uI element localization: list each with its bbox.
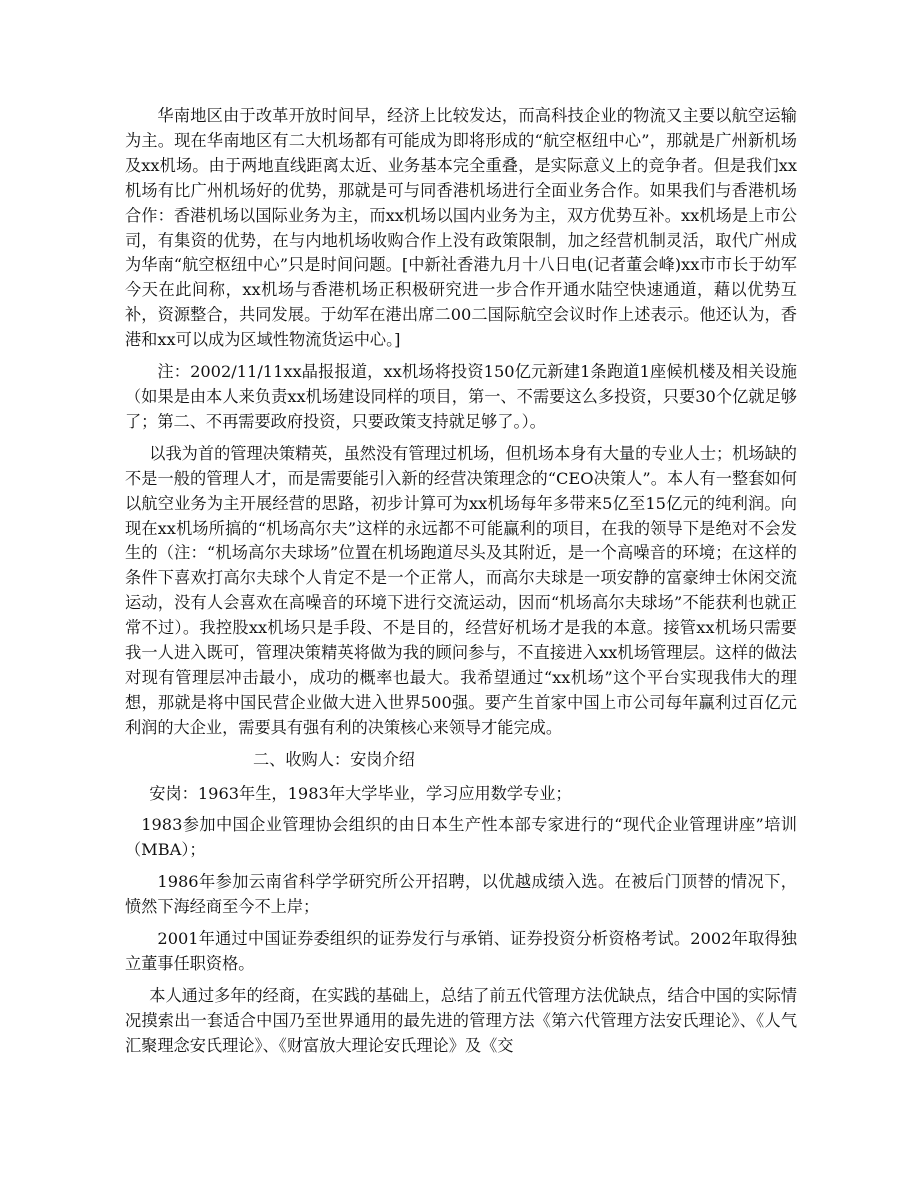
- bio-item-1983-training: 1983参加中国企业管理协会组织的由日本生产性本部专家进行的“现代企业管理讲座”培训（MBA）；: [125, 815, 797, 860]
- bio-item-birth: 安岗：1963年生，1983年大学毕业，学习应用数学专业；: [149, 783, 572, 803]
- paragraph-note-investment: 注：2002/11/11xx晶报报道，xx机场将投资150亿元新建1条跑道1座候机楼及相关设施（如果是由本人来负责xx机场建设同样的项目，第一、不需要这么多投资，只要30个亿就足够了；第二、不再需要政府投资，只要政策支持就足够了。）。: [125, 362, 797, 431]
- section-heading: 二、收购人：安岗介绍: [253, 749, 415, 769]
- paragraph-management-elite: 以我为首的管理决策精英，虽然没有管理过机场，但机场本身有大量的专业人士；机场缺的不是一般的管理人才，而是需要能引入新的经营决策理念的“CEO决策人”。本人有一整套如何以航空业务为主开展经营的思路，初步计算可为xx机场每年多带来5亿至15亿元的纯利润。向现在xx机场所搞的“机场高尔夫”这样的永远都不可能赢利的项目，在我的领导下是绝对不会发生的（注：“机场高尔夫球场”位置在机场跑道尽头及其附近，是一个高噪音的环境；在这样的条件下喜欢打高尔夫球个人肯定不是一个正常人，而高尔夫球是一项安静的富豪绅士休闲交流运动，没有人会喜欢在高噪音的环境下进行交流运动，因而“机场高尔夫球场”不能获利也就正常不过）。我控股xx机场只是手段、不是目的，经营好机场才是我的本意。接管xx机场只需要我一人进入既可，管理决策精英将做为我的顾问参与，不直接进入xx机场管理层。这样的做法对现有管理层冲击最小，成功的概率也最大。我希望通过“xx机场”这个平台实现我伟大的理想，那就是将中国民营企业做大进入世界500强。要产生首家中国上市公司每年赢利过百亿元利润的大企业，需要具有强有利的决策核心来领导才能完成。: [125, 443, 797, 737]
- document-page: [125, 104, 797, 1066]
- bio-item-1986: 1986年参加云南省科学学研究所公开招聘，以优越成绩入选。在被后门顶替的情况下，愤然下海经商至今不上岸；: [125, 872, 797, 917]
- bio-item-2001: 2001年通过中国证券委组织的证券发行与承销、证券投资分析资格考试。2002年取得独立董事任职资格。: [125, 929, 797, 973]
- bio-item-theory: 本人通过多年的经商，在实践的基础上，总结了前五代管理方法优缺点，结合中国的实际情况摸索出一套适合中国乃至世界通用的最先进的管理方法《第六代管理方法安氏理论》、《人气汇聚理念安氏理论》、《财富放大理论安氏理论》及《交: [125, 985, 797, 1055]
- paragraph-south-china-airports: 华南地区由于改革开放时间早，经济上比较发达，而高科技企业的物流又主要以航空运输为主。现在华南地区有二大机场都有可能成为即将形成的“航空枢纽中心”，那就是广州新机场及xx机场。由于两地直线距离太近、业务基本完全重叠，是实际意义上的竞争者。但是我们xx机场有比广州机场好的优势，那就是可与同香港机场进行全面业务合作。如果我们与香港机场合作：香港机场以国际业务为主，而xx机场以国内业务为主，双方优势互补。xx机场是上市公司，有集资的优势，在与内地机场收购合作上没有政策限制，加之经营机制灵活，取代广州成为华南“航空枢纽中心”只是时间问题。[中新社香港九月十八日电(记者董会峰)xx市市长于幼军今天在此间称，xx机场与香港机场正积极研究进一步合作开通水陆空快速通道，藉以优势互补，资源整合，共同发展。于幼军在港出席二00二国际航空会议时作上述表示。他还认为，香港和xx可以成为区域性物流货运中心。]: [125, 106, 797, 350]
